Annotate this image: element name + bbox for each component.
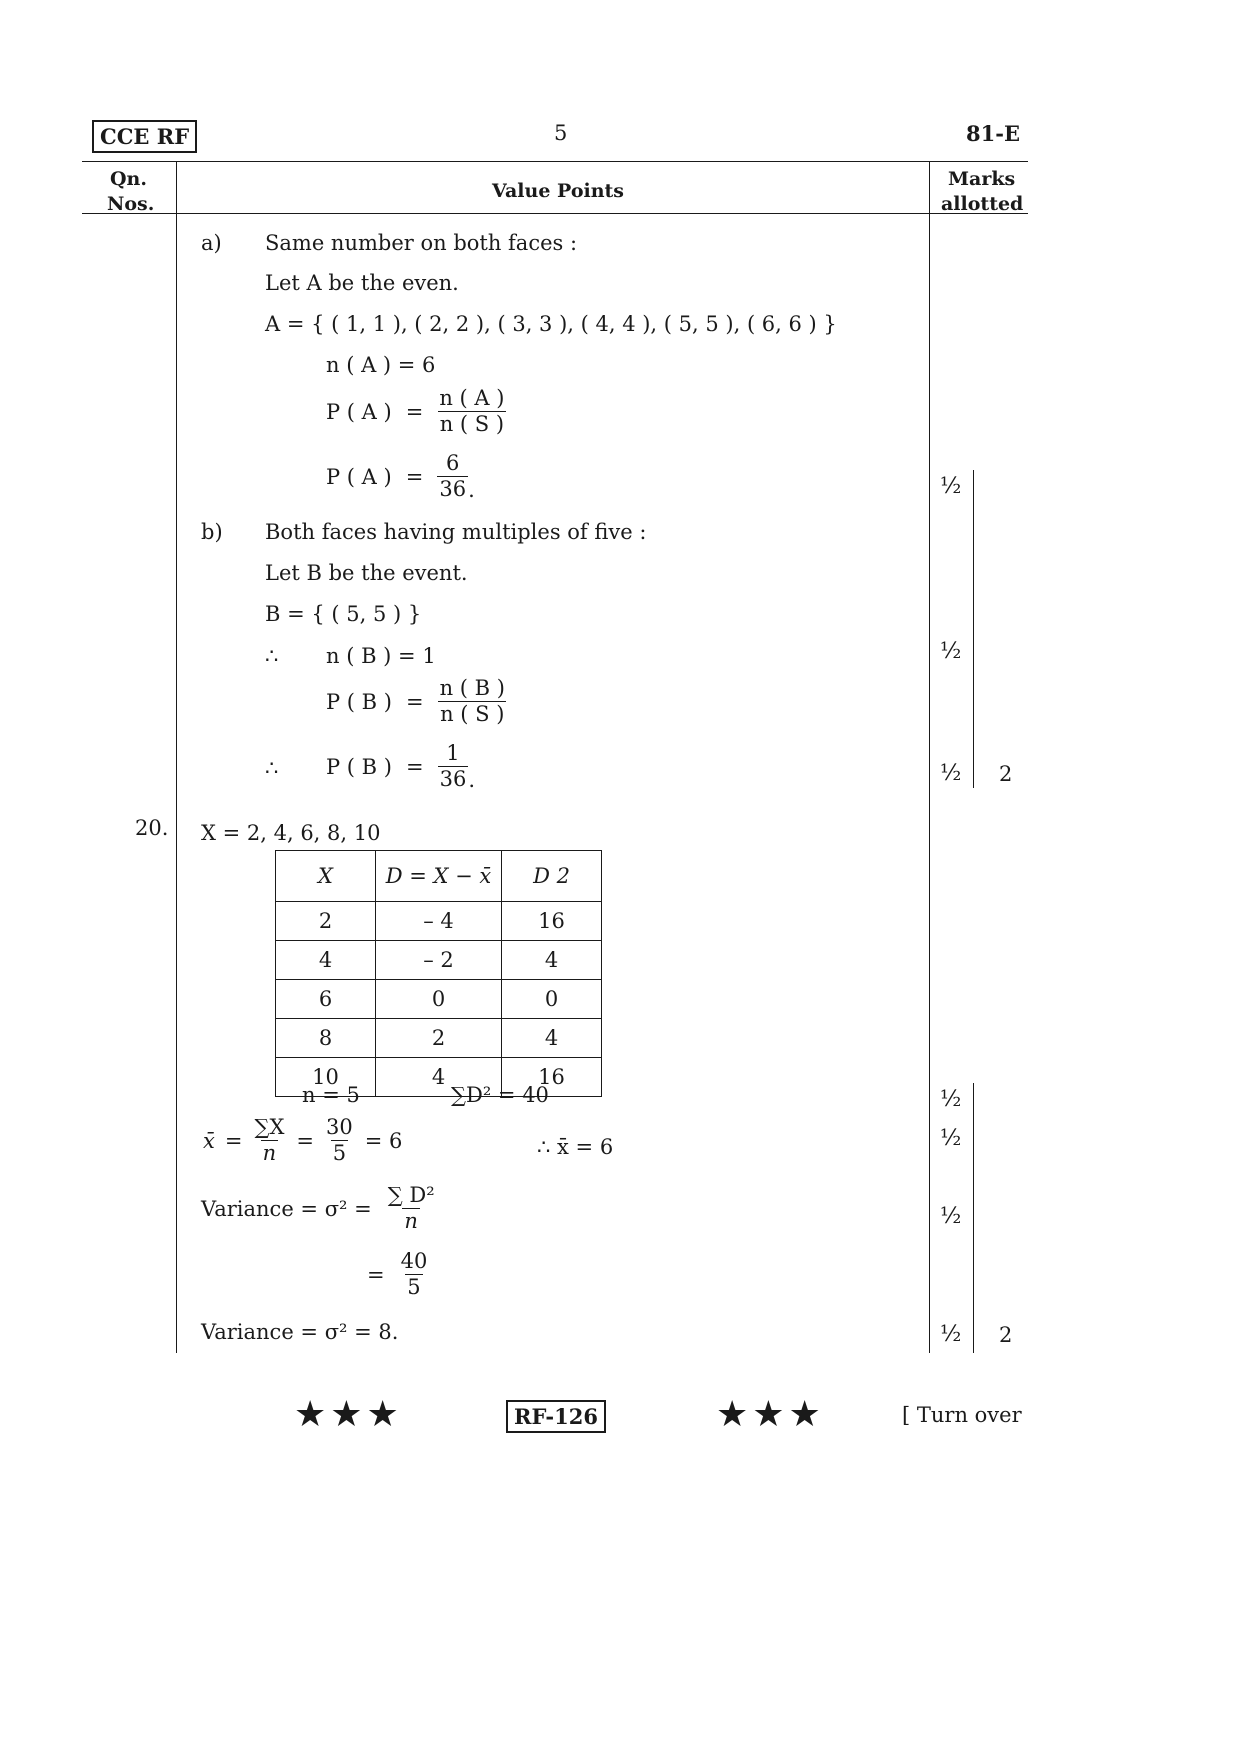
marks-bracket-rule-20 [973, 1083, 974, 1353]
q20-sum-d2: ∑D² = 40 [451, 1083, 549, 1107]
equals-sign-7: = [367, 1262, 385, 1287]
header-top-rule [82, 161, 1028, 162]
mark-half: ½ [940, 1322, 962, 1347]
footer-stars-right: ★★★ [716, 1394, 825, 1435]
mark-half: ½ [940, 1087, 962, 1112]
mark-half: ½ [940, 639, 962, 664]
pA-lhs-2: P ( A ) [326, 464, 392, 489]
table-cell: – 2 [376, 941, 502, 980]
mean-numerator: ∑X [254, 1115, 285, 1139]
variance-value-denominator: 5 [407, 1275, 421, 1300]
table-cell: 2 [376, 1019, 502, 1058]
therefore-symbol: ∴ [265, 644, 279, 668]
pB-value-fraction [438, 741, 469, 792]
mark-total-20: 2 [999, 1323, 1013, 1347]
part-a-set: A = { ( 1, 1 ), ( 2, 2 ), ( 3, 3 ), ( 4, 4 ), ( 5, 5 ), ( 6, 6 ) } [265, 312, 837, 336]
variance-value-fraction [399, 1249, 430, 1300]
mark-half: ½ [940, 474, 962, 499]
variance-fraction [386, 1183, 437, 1234]
mean-value-denominator: 5 [332, 1141, 347, 1166]
pB-fraction [438, 676, 507, 727]
pA-period: . [468, 478, 475, 503]
table-cell: 6 [276, 980, 376, 1019]
q20-n-value: n = 5 [302, 1083, 360, 1107]
col-value-points: Value Points [492, 180, 624, 202]
equals-sign-3: = [405, 689, 424, 714]
marks-column-rule [929, 161, 930, 1353]
part-b-heading: Both faces having multiples of five : [265, 520, 647, 544]
q20-variance-formula [201, 1183, 437, 1234]
page-number: 5 [554, 121, 568, 145]
question-number-20: 20. [135, 816, 169, 840]
part-b-label: b) [201, 520, 223, 544]
header-left-label: CCE RF [92, 120, 197, 153]
equals-sign-5: = [224, 1128, 243, 1153]
q20-therefore-mean: ∴ x̄ = 6 [537, 1135, 614, 1159]
table-cell: 4 [502, 1019, 602, 1058]
mark-half: ½ [940, 1126, 962, 1151]
pB-denominator: n ( S ) [440, 702, 505, 727]
equals-sign-4: = [405, 754, 424, 779]
part-a-pA-value [326, 451, 475, 502]
mark-total-ab: 2 [999, 762, 1013, 786]
q20-x-values: X = 2, 4, 6, 8, 10 [201, 821, 381, 845]
pB-lhs-2: P ( B ) [326, 754, 392, 779]
q20-mean-formula [203, 1115, 402, 1166]
table-cell: 16 [502, 1058, 602, 1097]
part-b-nB: n ( B ) = 1 [326, 644, 436, 668]
part-a-pA-formula [326, 386, 506, 437]
col-qn-line2: Nos. [107, 193, 155, 215]
table-row [276, 941, 602, 980]
table-header-x: X [276, 851, 376, 902]
part-b-pB-value [326, 741, 475, 792]
mean-result: = 6 [364, 1128, 403, 1153]
part-b-let: Let B be the event. [265, 561, 468, 585]
table-cell: 0 [502, 980, 602, 1019]
pA-value-numerator: 6 [446, 451, 460, 475]
part-a-nA: n ( A ) = 6 [326, 353, 436, 377]
variance-numerator: ∑ D² [387, 1183, 435, 1207]
pA-value-fraction [437, 451, 468, 502]
footer-stars-left: ★★★ [294, 1394, 403, 1435]
therefore-symbol-2: ∴ [265, 756, 279, 780]
equals-sign: = [405, 399, 424, 424]
header-bottom-rule [82, 213, 1028, 214]
pA-value-denominator: 36 [439, 477, 467, 502]
pA-denominator: n ( S ) [439, 412, 505, 437]
deviation-table-wrap [275, 850, 602, 1097]
mean-value-fraction [324, 1115, 355, 1166]
marks-bracket-rule [973, 470, 974, 788]
q20-variance-value [367, 1249, 429, 1300]
equals-sign-2: = [405, 464, 424, 489]
part-a-let: Let A be the even. [265, 271, 459, 295]
part-a-label: a) [201, 231, 222, 255]
part-b-set: B = { ( 5, 5 ) } [265, 602, 422, 626]
part-b-pB-formula [326, 676, 507, 727]
table-cell: 4 [502, 941, 602, 980]
col-qn-line1: Qn. [110, 168, 147, 190]
equals-sign-6: = [296, 1128, 315, 1153]
qn-column-rule [176, 161, 177, 1353]
pA-fraction [437, 386, 506, 437]
table-cell: 16 [502, 902, 602, 941]
table-cell: 4 [376, 1058, 502, 1097]
mean-value-numerator: 30 [326, 1115, 353, 1139]
table-header-d2: D 2 [502, 851, 602, 902]
mark-half: ½ [940, 761, 962, 786]
pB-value-denominator: 36 [439, 767, 467, 792]
table-cell: 8 [276, 1019, 376, 1058]
part-a-heading: Same number on both faces : [265, 231, 578, 255]
pA-numerator: n ( A ) [439, 386, 505, 410]
footer-turn-over: [ Turn over [902, 1403, 1022, 1427]
xbar-symbol: x̄ [203, 1128, 215, 1153]
table-row [276, 980, 602, 1019]
table-header-d: D = X − x̄ [376, 851, 502, 902]
variance-denominator: n [404, 1209, 418, 1234]
col-marks-line2: allotted [941, 193, 1024, 215]
table-row [276, 902, 602, 941]
pA-lhs: P ( A ) [326, 399, 392, 424]
mark-half: ½ [940, 1204, 962, 1229]
table-cell: 2 [276, 902, 376, 941]
deviation-table [275, 850, 602, 1097]
table-cell: 10 [276, 1058, 376, 1097]
variance-label: Variance = σ² = [201, 1196, 372, 1221]
table-cell: 4 [276, 941, 376, 980]
footer-code: RF-126 [506, 1400, 606, 1433]
table-cell: – 4 [376, 902, 502, 941]
header-right-code: 81-E [966, 121, 1020, 146]
pB-period: . [468, 768, 476, 793]
pB-numerator: n ( B ) [439, 676, 505, 700]
pB-value-numerator: 1 [446, 741, 460, 765]
col-marks-line1: Marks [948, 168, 1016, 190]
mean-denominator: n [262, 1141, 277, 1166]
variance-value-numerator: 40 [400, 1249, 428, 1273]
table-row [276, 1019, 602, 1058]
q20-variance-final: Variance = σ² = 8. [201, 1320, 399, 1344]
mean-fraction [252, 1115, 286, 1166]
pB-lhs: P ( B ) [326, 689, 392, 714]
table-cell: 0 [376, 980, 502, 1019]
